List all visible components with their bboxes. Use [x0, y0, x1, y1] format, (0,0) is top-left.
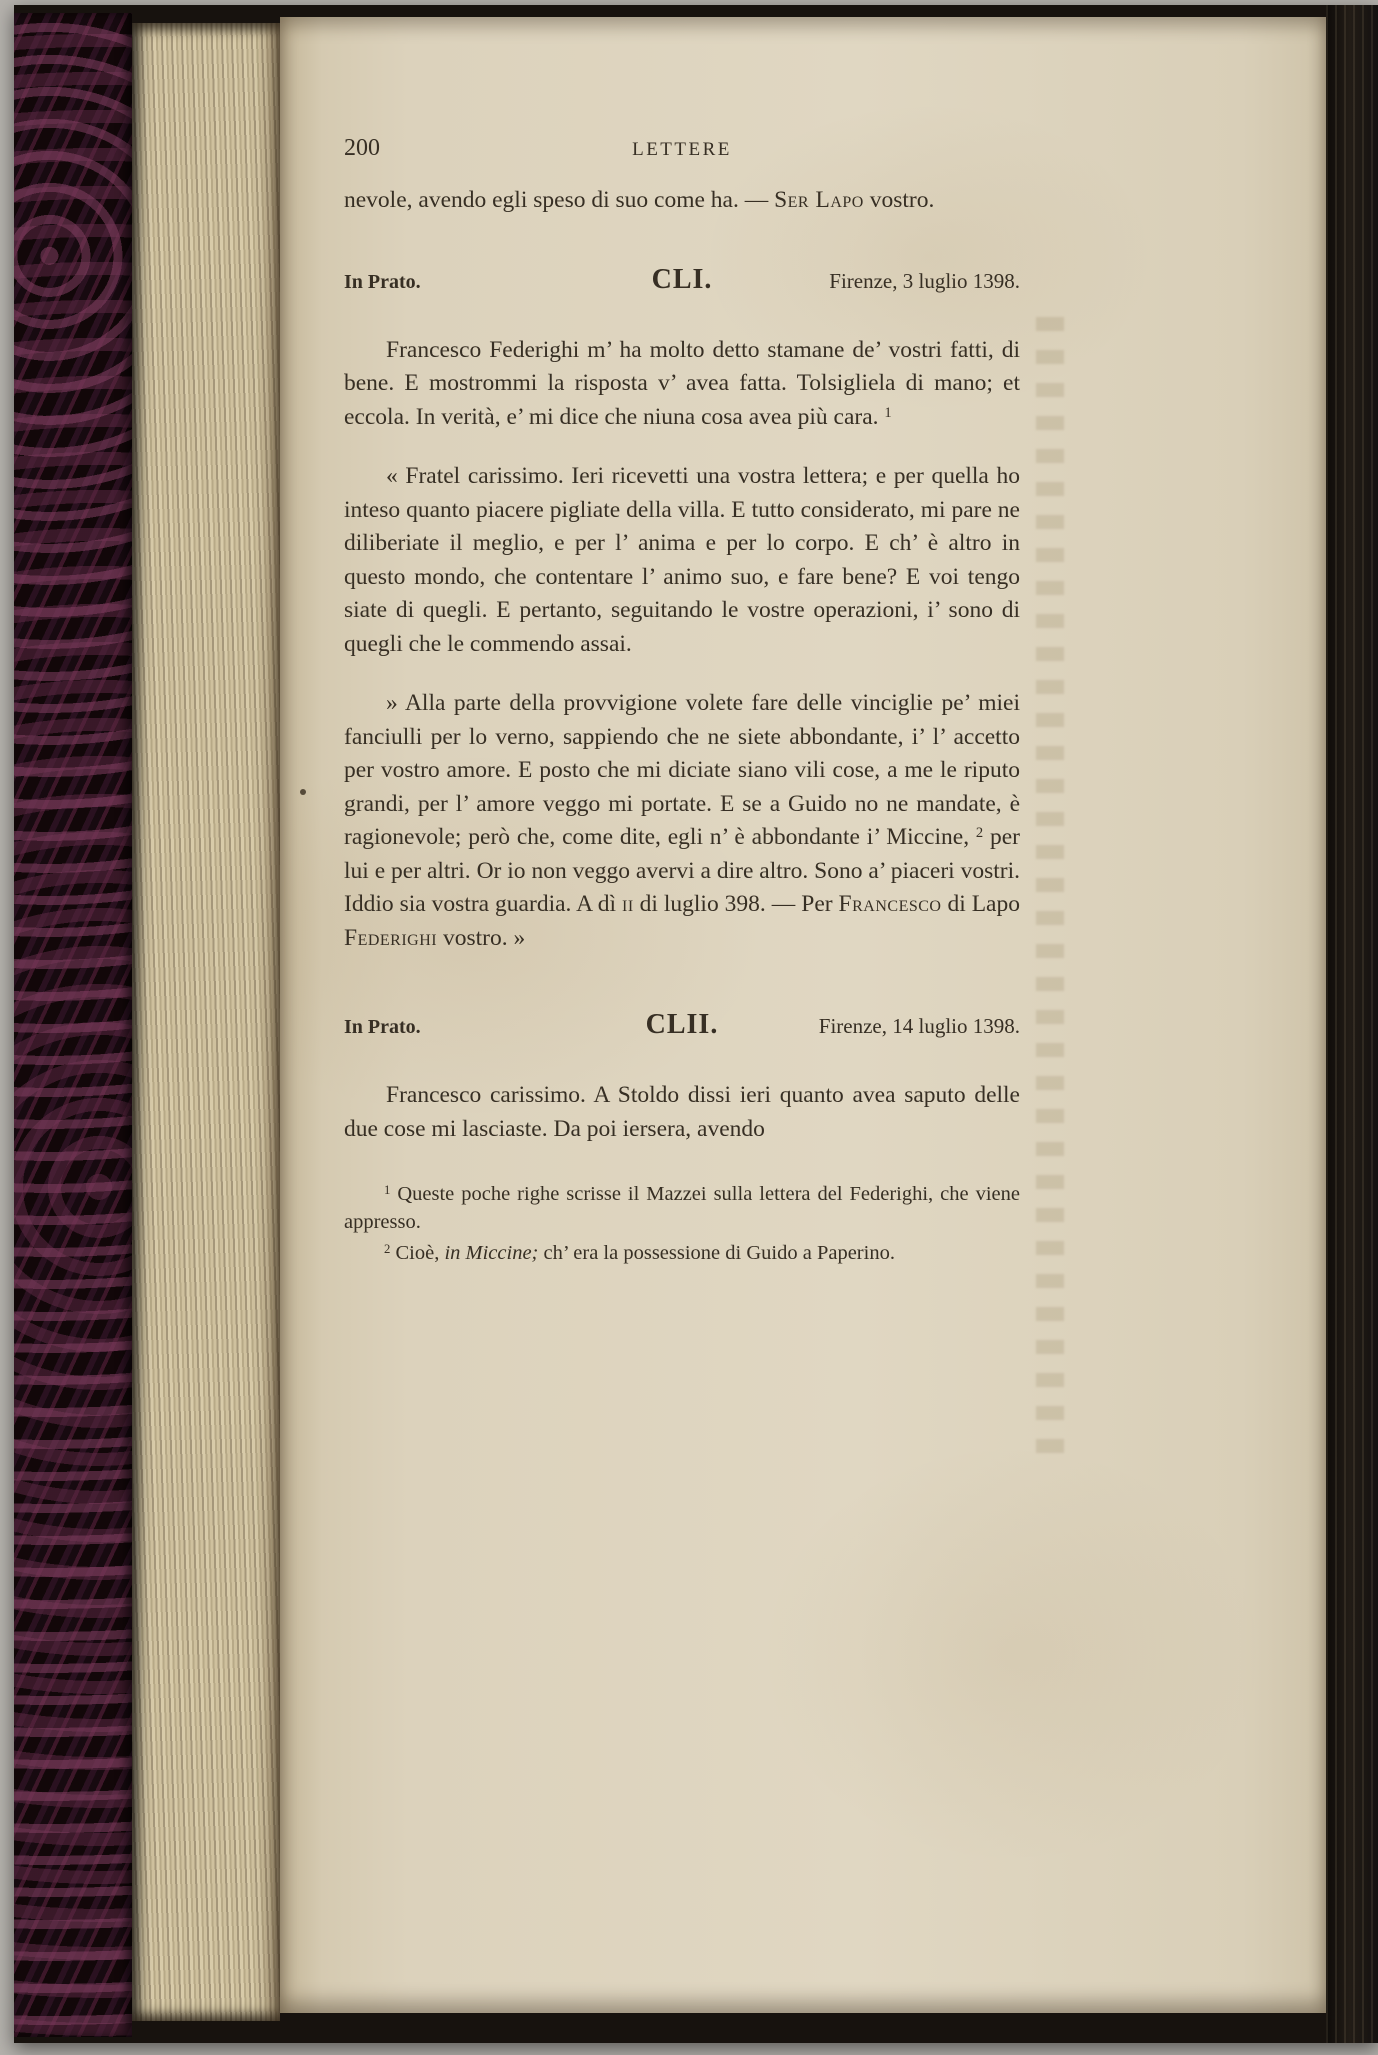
letter-heading: [344, 1009, 1020, 1041]
text-run: Federighi: [344, 924, 438, 951]
text-run: ii: [621, 891, 634, 917]
letter-dateline: Firenze, 3 luglio 1398.: [829, 268, 1020, 293]
text-run: di Lapo: [941, 891, 1020, 917]
page-header: [344, 135, 1020, 162]
text-run: vostro.: [863, 187, 935, 213]
footnote: [344, 1239, 1020, 1267]
paragraph: [344, 687, 1020, 955]
letter-place: In Prato.: [344, 270, 421, 293]
text-run: per lui e per altri. Or io non veggo avervi a dire altro. Sono a’ piaceri vostri. Iddio sia vostra guardia. A dì: [344, 824, 1020, 917]
letter-place: In Prato.: [344, 1016, 421, 1038]
text-run: nevole, avendo egli speso di suo come ha. —: [344, 187, 775, 213]
text-run: » Alla parte della provvigione volete fare delle vinciglie pe’ miei fanciulli per lo verno, sappiendo che ne siete abbondante, i’ l’ accetto per vostro amore. E posto che mi diciate siano vili cose, a me le riputo grandi, per l’ amore veggo mi portate. E se a Guido no ne mandate, è ragionevole; però che, come dite, egli n’ è abbondante i’ Miccine,: [344, 690, 1020, 850]
right-page-edges: [1326, 5, 1378, 2043]
text-run: « Fratel carissimo. Ieri ricevetti una vostra lettera; e per quella ho inteso quanto piacere pigliate della villa. E tutto considerato, mi pare ne diliberiate il meglio, e per l’ anima e per lo corpo. E ch’ è altro in questo mondo, che contentare l’ animo suo, e fare bene? E voi tengo siate di quegli. E pertanto, seguitando le vostre operazioni, i’ sono di quegli che le commendo assai.: [344, 463, 1020, 657]
text-run: Ser Lapo: [774, 187, 864, 213]
paragraph: [344, 334, 1020, 435]
paragraph: [344, 460, 1020, 661]
letter-body: [344, 1079, 1020, 1146]
text-run: Queste poche righe scrisse il Mazzei sulla lettera del Federighi, che viene appresso.: [344, 1183, 1020, 1233]
letter-section-cli: [344, 264, 1020, 956]
book: [14, 5, 1378, 2043]
text-run: vostro. »: [437, 924, 526, 951]
footnote-marker: 1: [884, 404, 892, 421]
text-run: Francesco Federighi m’ ha molto detto stamane de’ vostri fatti, di bene. E mostrommi la risposta v’ avea fatta. Tolsigliela di mano; et eccola. In verità, e’ mi dice che niuna cosa avea più cara.: [344, 336, 1020, 430]
letter-numeral: CLII.: [645, 1009, 719, 1040]
page-number: 200: [344, 135, 380, 161]
footnote-marker: 2: [975, 825, 984, 842]
running-header: LETTERE: [632, 139, 732, 160]
letter-dateline: Firenze, 14 luglio 1398.: [818, 1014, 1020, 1038]
letter-body: [344, 334, 1020, 956]
paragraph: [344, 1079, 1020, 1146]
footnote-marker: 2: [384, 1242, 391, 1257]
text-run: ch’ era la possessione di Guido a Paperino.: [538, 1242, 895, 1264]
letter-heading: [344, 264, 1020, 296]
text-run: Cioè,: [390, 1242, 445, 1264]
letter-section-clii: [344, 1009, 1020, 1146]
text-run: Francesco carissimo. A Stoldo dissi ieri quanto avea saputo delle due cose mi lasciaste. Da poi iersera, avendo: [344, 1082, 1020, 1142]
letter-numeral: CLI.: [651, 263, 713, 295]
book-cover: [14, 13, 132, 2037]
book-page: [280, 17, 1326, 2013]
page-fore-edges: [132, 23, 280, 2021]
text-run: di luglio 398. — Per: [633, 891, 839, 917]
carryover-paragraph: [344, 184, 1020, 218]
footnotes: [344, 1180, 1020, 1267]
footnote-marker: 1: [384, 1183, 391, 1198]
text-column: [280, 17, 1326, 2013]
text-run: Francesco: [838, 891, 942, 917]
footnote: [344, 1180, 1020, 1236]
text-run: in Miccine;: [444, 1242, 539, 1264]
